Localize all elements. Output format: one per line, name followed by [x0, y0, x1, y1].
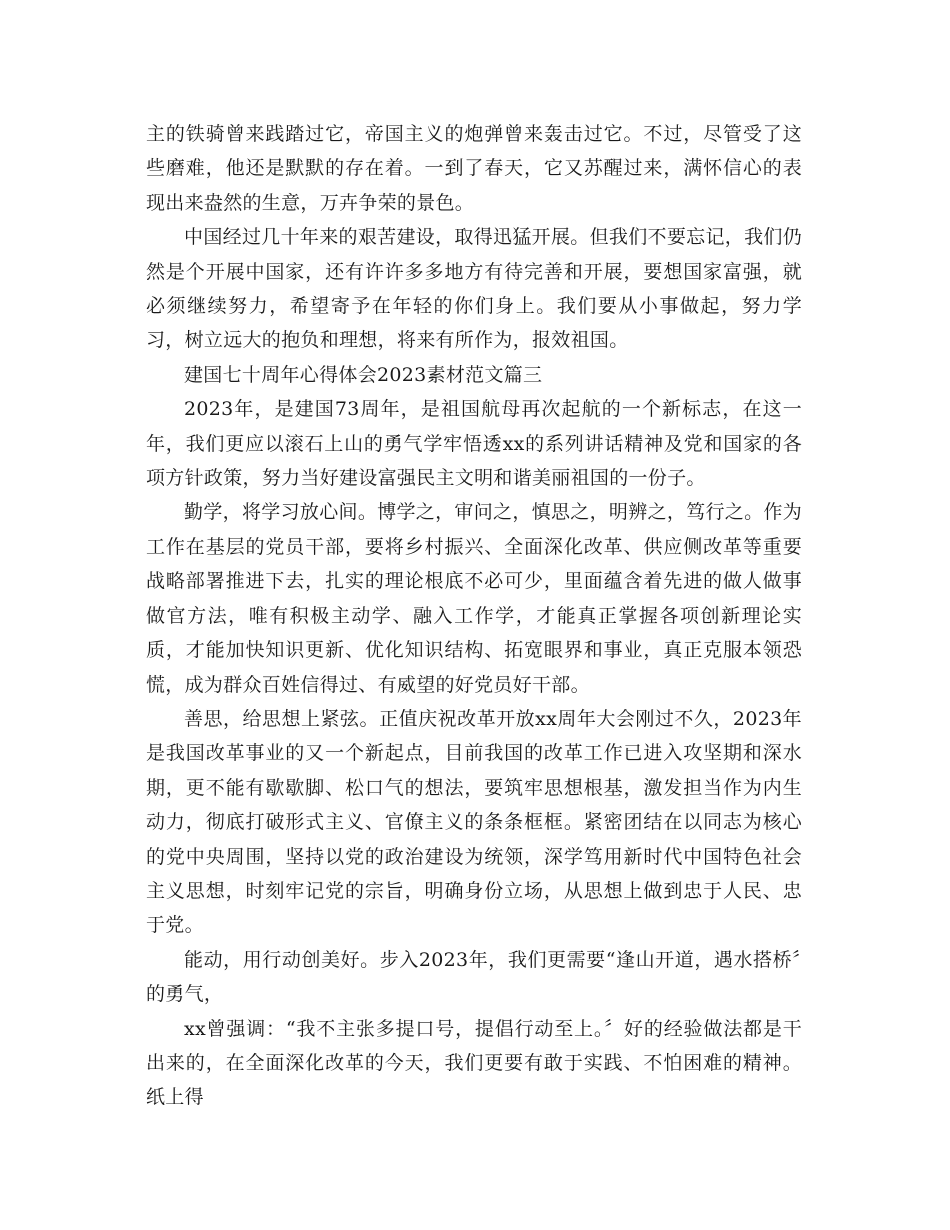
paragraph-6: 善思，给思想上紧弦。正值庆祝改革开放xx周年大会刚过不久，2023年是我国改革事业的又一个新起点，目前我国的改革工作已进入攻坚期和深水期，更不能有歇歇脚、松口气的想法，要筑牢思想根基，激发担当作为内生动力，彻底打破形式主义、官僚主义的条条框框。紧密团结在以同志为核心的党中央周围，坚持以党的政治建设为统领，深学笃用新时代中国特色社会主义思想，时刻牢记党的宗旨，明确身份立场，从思想上做到忠于人民、忠于党。	[146, 707, 802, 937]
paragraph-2: 中国经过几十年来的艰苦建设，取得迅猛开展。但我们不要忘记，我们仍然是个开展中国家，还有许许多多地方有待完善和开展，要想国家富强，就必须继续努力，希望寄予在年轻的你们身上。我们要从小事做起，努力学习，树立远大的抱负和理想，将来有所作为，报效祖国。	[146, 226, 802, 352]
paragraph-8: xx曾强调：“我不主张多提口号，提倡行动至上。〞好的经验做法都是干出来的，在全面深化改革的今天，我们更要有敢于实践、不怕困难的精神。纸上得	[146, 1017, 802, 1109]
paragraph-7: 能动，用行动创美好。步入2023年，我们更需要“逢山开道，遇水搭桥〞的勇气，	[146, 948, 802, 1006]
document-body	[146, 117, 802, 1115]
paragraph-5: 勤学，将学习放心间。博学之，审问之，慎思之，明辨之，笃行之。作为工作在基层的党员干部，要将乡村振兴、全面深化改革、供应侧改革等重要战略部署推进下去，扎实的理论根底不必可少，里面蕴含着先进的做人做事做官方法，唯有积极主动学、融入工作学，才能真正掌握各项创新理论实质，才能加快知识更新、优化知识结构、拓宽眼界和事业，真正克服本领恐慌，成为群众百姓信得过、有威望的好党员好干部。	[146, 501, 802, 696]
paragraph-1: 主的铁骑曾来践踏过它，帝国主义的炮弹曾来轰击过它。不过，尽管受了这些磨难，他还是默默的存在着。一到了春天，它又苏醒过来，满怀信心的表现出来盎然的生意，万卉争荣的景色。	[146, 123, 802, 214]
paragraph-4: 2023年，是建国73周年，是祖国航母再次起航的一个新标志，在这一年，我们更应以滚石上山的勇气学牢悟透xx的系列讲话精神及党和国家的各项方针政策，努力当好建设富强民主文明和谐美丽祖国的一份子。	[146, 398, 802, 490]
section-heading: 建国七十周年心得体会2023素材范文篇三	[184, 363, 543, 386]
